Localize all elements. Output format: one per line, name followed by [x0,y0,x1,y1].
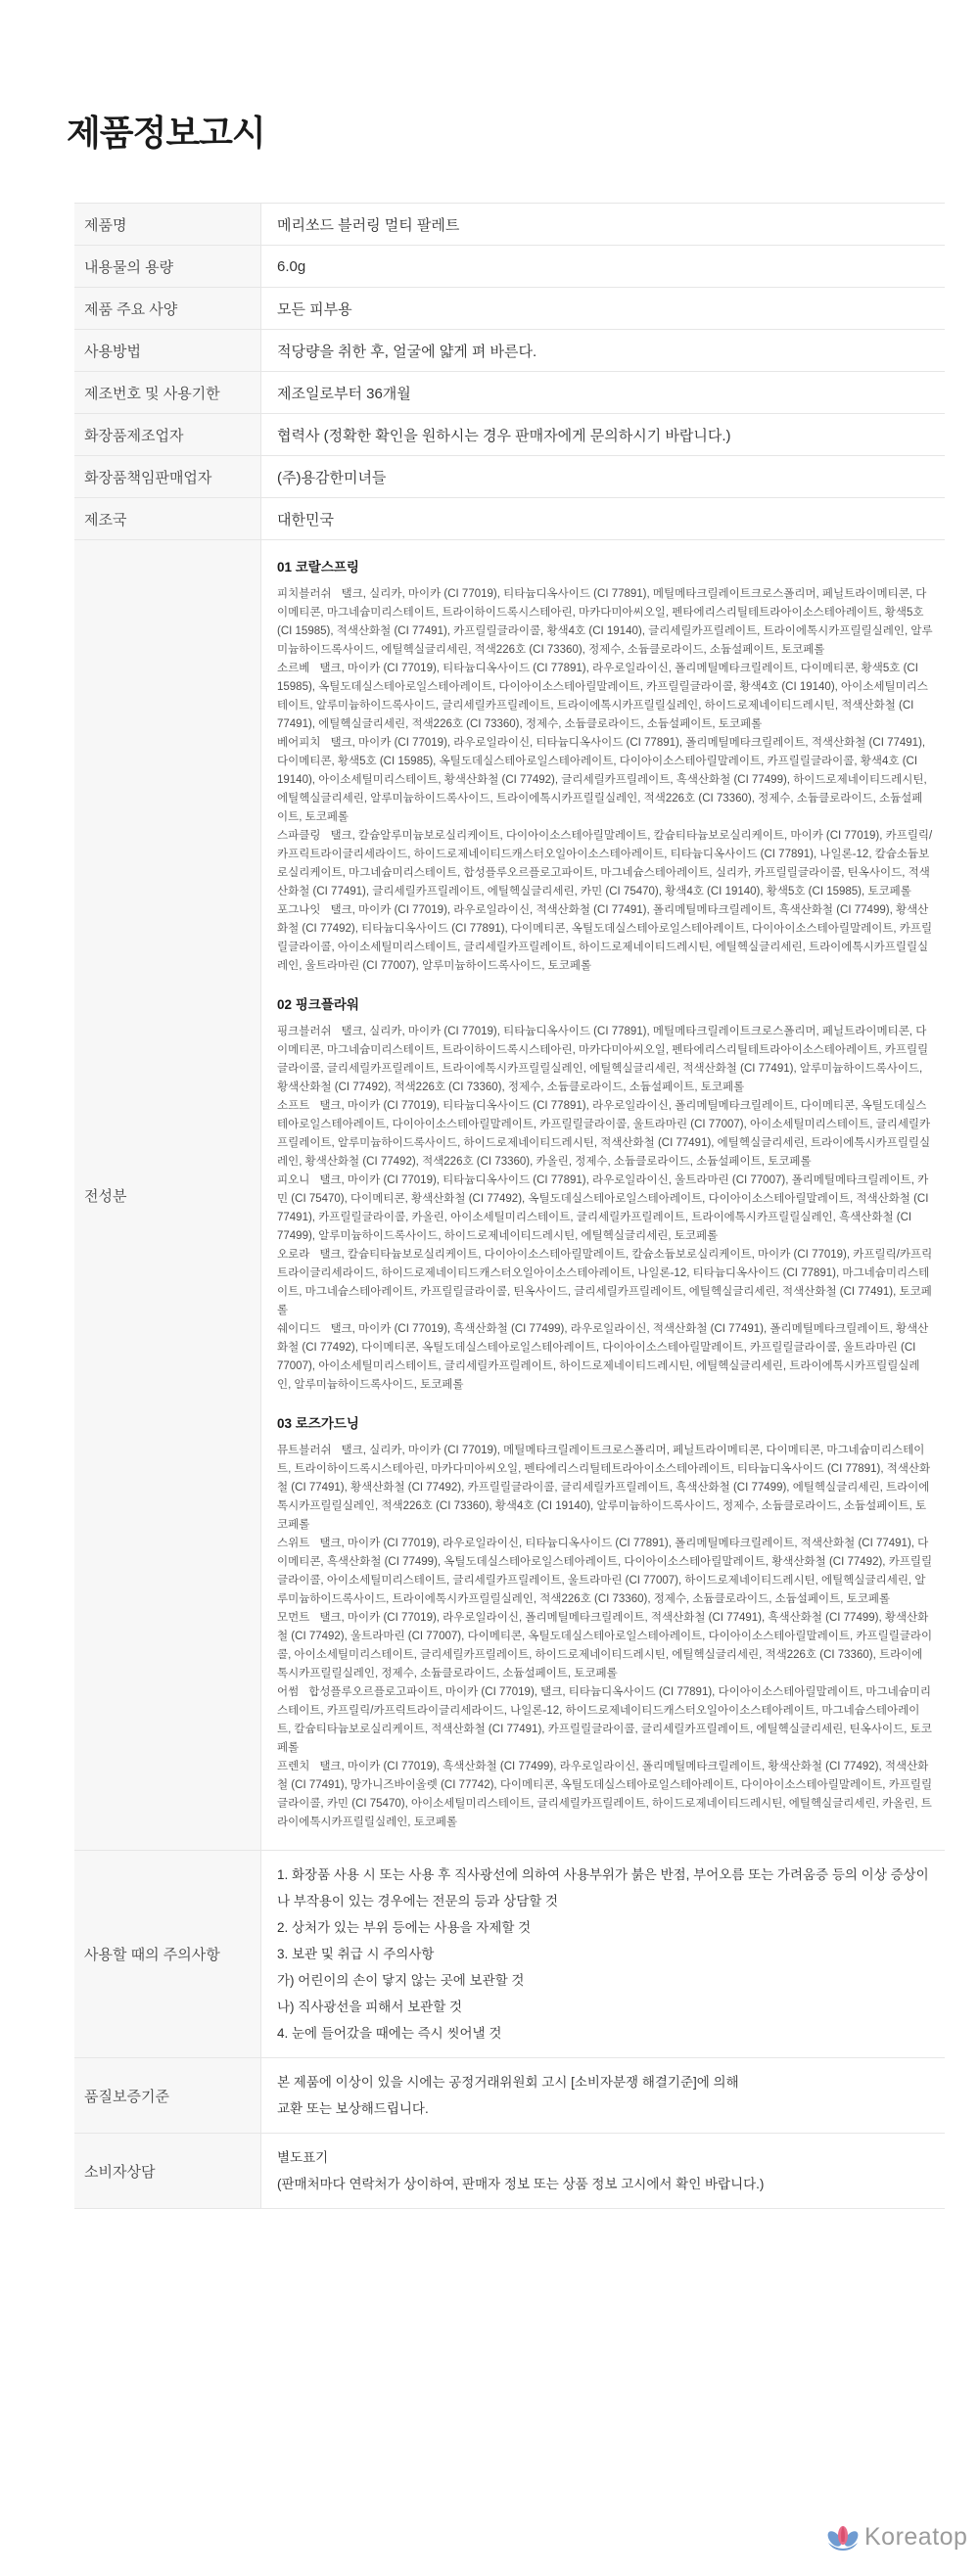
shade-name: 피오니 [277,1174,310,1186]
shade-ingredient-list: 탤크, 마이카 (CI 77019), 티타늄디옥사이드 (CI 77891), 라우로일라이신, 폴리메틸메타크릴레이트, 다이메티콘, 옥틸도데실스테아로일스테아레이트, 다이아이소스테아릴말레이트, 카프릴릴글라이콜, 울트라마린 (CI 77007), 아이소세틸미리스테이트, 글리세릴카프릴레이트, 알루미늄하이드록사이드, 하이드로제네이티드레시틴, 적색산화철 (CI 77491), 에틸헥실글리세린, 트라이에톡시카프릴릴실레인, 황색산화철 (CI 77492), 적색226호 (CI 73360), 카올린, 정제수, 소듐클로라이드, 소듐설페이트, 토코페롤 [277,1100,931,1168]
shade-name: 모먼트 [277,1612,310,1624]
row-label: 제조번호 및 사용기한 [74,372,261,413]
table-row-distributor [74,456,945,498]
shade-name: 핑크블러쉬 [277,1026,332,1037]
shade-ingredient-list: 탤크, 마이카 (CI 77019), 흑색산화철 (CI 77499), 라우로일라이신, 적색산화철 (CI 77491), 폴리메틸메타크릴레이트, 황색산화철 (CI 77492), 다이메티콘, 옥틸도데실스테아로일스테아레이트, 다이아이소스테아릴말레이트, 카프릴릴글라이콜, 울트라마린 (CI 77007), 아이소세틸미리스테이트, 글리세릴카프릴레이트, 하이드로제네이티드레시틴, 에틸헥실글리세린, 트라이에톡시카프릴릴실레인, 알루미늄하이드록사이드, 토코페롤 [277,1323,929,1391]
shade-name: 쉐이디드 [277,1323,321,1335]
shade-ingredient-list: 탤크, 실리카, 마이카 (CI 77019), 티타늄디옥사이드 (CI 77891), 메틸메타크릴레이트크로스폴리머, 페닐트라이메티콘, 다이메티콘, 마그네슘미리스테이트, 트라이하이드록시스테아린, 마카다미아씨오일, 펜타에리스리틸테트라아이소스테아레이트, 황색5호 (CI 15985), 적색산화철 (CI 77491), 카프릴릴글라이콜, 황색4호 (CI 19140), 글리세릴카프릴레이트, 트라이에톡시카프릴릴실레인, 알루미늄하이드록사이드, 에틸헥실글리세린, 적색226호 (CI 73360), 정제수, 소듐클로라이드, 소듐설페이트, 토코페롤 [277,588,933,656]
table-row-consumer-contact [74,2134,945,2209]
table-row-volume [74,246,945,288]
shade-name: 스위트 [277,1538,310,1549]
table-row-expiry [74,372,945,414]
shade-paragraph [277,1683,933,1758]
row-label: 전성분 [74,540,261,1850]
brand-name: Koreatop [864,2522,968,2551]
shade-section-heading: 01 코랄스프링 [277,560,359,575]
warranty-line: 교환 또는 보상해드립니다. [277,2101,429,2116]
table-row-warranty [74,2058,945,2134]
row-value: (주)용감한미녀들 [277,469,387,486]
shade-name: 소프트 [277,1100,310,1112]
shade-ingredient-list: 탤크, 마이카 (CI 77019), 티타늄디옥사이드 (CI 77891), 라우로일라이신, 폴리메틸메타크릴레이트, 다이메티콘, 황색5호 (CI 15985), 옥틸도데실스테아로일스테아레이트, 다이아이소스테아릴말레이트, 카프릴릴글라이콜, 황색4호 (CI 19140), 아이소세틸미리스테이트, 알루미늄하이드록사이드, 글리세릴카프릴레이트, 트라이에톡시카프릴릴실레인, 하이드로제네이티드레시틴, 적색산화철 (CI 77491), 에틸헥실글리세린, 적색226호 (CI 73360), 정제수, 소듐클로라이드, 소듐설페이트, 토코페롤 [277,663,928,730]
shade-name: 스파클링 [277,830,321,842]
shade-ingredient-list: 탤크, 실리카, 마이카 (CI 77019), 메틸메타크릴레이트크로스폴리머, 페닐트라이메티콘, 다이메티콘, 마그네슘미리스테이트, 트라이하이드록시스테아린, 마카다미아씨오일, 펜타에리스리틸테트라아이소스테아레이트, 티타늄디옥사이드 (CI 77891), 적색산화철 (CI 77491), 황색산화철 (CI 77492), 카프릴릴글라이콜, 글리세릴카프릴레이트, 흑색산화철 (CI 77499), 에틸헥실글리세린, 트라이에톡시카프릴릴실레인, 적색226호 (CI 73360), 황색4호 (CI 19140), 알루미늄하이드록사이드, 정제수, 소듐클로라이드, 소듐설페이트, 토코페롤 [277,1445,931,1531]
row-label: 품질보증기준 [74,2058,261,2133]
ingredients-content [261,540,945,1850]
row-label: 제품 주요 사양 [74,288,261,329]
row-label: 화장품책임판매업자 [74,456,261,497]
shade-name: 포그나잇 [277,904,321,916]
shade-section-coral-spring [277,556,933,976]
shade-name: 피치블러쉬 [277,588,332,600]
shade-ingredient-list: 탤크, 칼슘티타늄보로실리케이트, 다이아이소스테아릴말레이트, 칼슘소듐보로실리케이트, 마이카 (CI 77019), 카프릴릭/카프릭트라이글리세라이드, 하이드로제네이티드캐스터오일아이소스테아레이트, 나일론-12, 티타늄디옥사이드 (CI 77891), 마그네슘미리스테이트, 마그네슘스테아레이트, 카프릴릴글라이콜, 틴옥사이드, 글리세릴카프릴레이트, 에틸헥실글리세린, 적색산화철 (CI 77491), 토코페롤 [277,1249,933,1316]
row-label: 내용물의 용량 [74,246,261,287]
warranty-line: 본 제품에 이상이 있을 시에는 공정거래위원회 고시 [소비자분쟁 해결기준]에 의해 [277,2075,739,2090]
shade-name: 뮤트블러쉬 [277,1445,332,1456]
shade-paragraph [277,1172,933,1246]
row-value: 메리쏘드 블러링 멀티 팔레트 [277,216,460,234]
shade-ingredient-list: 탤크, 마이카 (CI 77019), 라우로일라이신, 티타늄디옥사이드 (CI 77891), 폴리메틸메타크릴레이트, 적색산화철 (CI 77491), 다이메티콘, 황색5호 (CI 15985), 옥틸도데실스테아로일스테아레이트, 다이아이소스테아릴말레이트, 카프릴릴글라이콜, 황색4호 (CI 19140), 아이소세틸미리스테이트, 황색산화철 (CI 77492), 글리세릴카프릴레이트, 흑색산화철 (CI 77499), 하이드로제네이티드레시틴, 에틸헥실글리세린, 알루미늄하이드록사이드, 트라이에톡시카프릴릴실레인, 적색226호 (CI 73360), 정제수, 소듐클로라이드, 소듐설페이트, 토코페롤 [277,737,927,823]
row-label: 사용할 때의 주의사항 [74,1851,261,2057]
shade-paragraph [277,585,933,660]
shade-paragraph [277,1246,933,1320]
shade-section-heading: 02 핑크플라워 [277,997,359,1012]
shade-name: 소르베 [277,663,310,674]
caution-line: 4. 눈에 들어갔을 때에는 즉시 씻어낼 것 [277,2026,502,2041]
shade-ingredient-list: 합성플루오르플로고파이트, 마이카 (CI 77019), 탤크, 티타늄디옥사이드 (CI 77891), 다이아이소스테아릴말레이트, 마그네슘미리스테이트, 카프릴릭/카프릭트라이글리세라이드, 나일론-12, 하이드로제네이티드캐스터오일아이소스테아레이트, 마그네슘스테아레이트, 칼슘티타늄보로실리케이트, 적색산화철 (CI 77491), 카프릴릴글라이콜, 글리세릴카프릴레이트, 에틸헥실글리세린, 틴옥사이드, 토코페롤 [277,1686,932,1754]
caution-line: 1. 화장품 사용 시 또는 사용 후 직사광선에 의하여 사용부위가 붉은 반점, 부어오름 또는 가려움증 등의 이상 증상이나 부작용이 있는 경우에는 전문의 등과 상담할 것 [277,1867,929,1909]
shade-paragraph [277,1442,933,1535]
shade-ingredient-list: 탤크, 마이카 (CI 77019), 라우로일라이신, 적색산화철 (CI 77491), 폴리메틸메타크릴레이트, 흑색산화철 (CI 77499), 황색산화철 (CI 77492), 티타늄디옥사이드 (CI 77891), 다이메티콘, 옥틸도데실스테아로일스테아레이트, 다이아이소스테아릴말레이트, 카프릴릴글라이콜, 아이소세틸미리스테이트, 글리세릴카프릴레이트, 하이드로제네이티드레시틴, 에틸헥실글리세린, 트라이에톡시카프릴릴실레인, 울트라마린 (CI 77007), 알루미늄하이드록사이드, 토코페롤 [277,904,933,972]
shade-section-heading: 03 로즈가드닝 [277,1416,359,1431]
table-row-usage [74,330,945,372]
shade-name: 어썸 [277,1686,300,1698]
shade-section-rose-gardening [277,1412,933,1832]
row-label: 제품명 [74,204,261,245]
lotus-icon [825,2522,861,2552]
shade-paragraph [277,1320,933,1395]
row-value: 적당량을 취한 후, 얼굴에 얇게 펴 바른다. [277,343,537,360]
row-value: 모든 피부용 [277,300,352,318]
shade-ingredient-list: 탤크, 마이카 (CI 77019), 라우로일라이신, 티타늄디옥사이드 (CI 77891), 폴리메틸메타크릴레이트, 적색산화철 (CI 77491), 다이메티콘, 흑색산화철 (CI 77499), 옥틸도데실스테아로일스테아레이트, 다이아이소스테아릴말레이트, 황색산화철 (CI 77492), 카프릴릴글라이콜, 아이소세틸미리스테이트, 글리세릴카프릴레이트, 울트라마린 (CI 77007), 하이드로제네이티드레시틴, 에틸헥실글리세린, 알루미늄하이드록사이드, 트라이에톡시카프릴릴실레인, 적색226호 (CI 73360), 정제수, 소듐클로라이드, 소듐설페이트, 토코페롤 [277,1538,933,1605]
table-row-cautions [74,1851,945,2058]
warranty-content [261,2058,945,2133]
shade-name: 베어피치 [277,737,321,749]
table-row-manufacturer [74,414,945,456]
caution-line: 나) 직사광선을 피해서 보관할 것 [277,2000,463,2014]
shade-paragraph [277,1609,933,1683]
shade-ingredient-list: 탤크, 실리카, 마이카 (CI 77019), 티타늄디옥사이드 (CI 77891), 메틸메타크릴레이트크로스폴리머, 페닐트라이메티콘, 다이메티콘, 마그네슘미리스테이트, 트라이하이드록시스테아린, 마카다미아씨오일, 펜타에리스리틸테트라아이소스테아레이트, 카프릴릴글라이콜, 글리세릴카프릴레이트, 트라이에톡시카프릴릴실레인, 에틸헥실글리세린, 적색산화철 (CI 77491), 알루미늄하이드록사이드, 황색산화철 (CI 77492), 적색226호 (CI 73360), 정제수, 소듐클로라이드, 소듐설페이트, 토코페롤 [277,1026,929,1093]
table-row-product-name [74,204,945,246]
row-label: 소비자상담 [74,2134,261,2208]
row-label: 제조국 [74,498,261,539]
shade-paragraph [277,1097,933,1172]
product-info-table [74,203,945,2209]
shade-ingredient-list: 탤크, 마이카 (CI 77019), 라우로일라이신, 폴리메틸메타크릴레이트, 적색산화철 (CI 77491), 흑색산화철 (CI 77499), 황색산화철 (CI 77492), 울트라마린 (CI 77007), 다이메티콘, 옥틸도데실스테아로일스테아레이트, 다이아이소스테아릴말레이트, 카프릴릴글라이콜, 아이소세틸미리스테이트, 글리세릴카프릴레이트, 하이드로제네이티드레시틴, 에틸헥실글리세린, 적색226호 (CI 73360), 트라이에톡시카프릴릴실레인, 정제수, 소듐클로라이드, 소듐설페이트, 토코페롤 [277,1612,933,1679]
row-value: 제조일로부터 36개월 [277,385,411,402]
shade-paragraph [277,901,933,976]
shade-paragraph [277,1023,933,1097]
row-value: 협력사 (정확한 확인을 원하시는 경우 판매자에게 문의하시기 바랍니다.) [277,427,731,444]
consumer-content [261,2134,945,2208]
row-value: 대한민국 [277,511,334,529]
shade-name: 오로라 [277,1249,310,1261]
table-row-spec [74,288,945,330]
shade-paragraph [277,1535,933,1609]
caution-line: 3. 보관 및 취급 시 주의사항 [277,1947,435,1961]
table-row-country [74,498,945,540]
shade-ingredient-list: 탤크, 마이카 (CI 77019), 티타늄디옥사이드 (CI 77891), 라우로일라이신, 울트라마린 (CI 77007), 폴리메틸메타크릴레이트, 카민 (CI 75470), 다이메티콘, 황색산화철 (CI 77492), 옥틸도데실스테아로일스테아레이트, 다이아이소스테아릴말레이트, 적색산화철 (CI 77491), 카프릴릴글라이콜, 카올린, 아이소세틸미리스테이트, 글리세릴카프릴레이트, 트라이에톡시카프릴릴실레인, 흑색산화철 (CI 77499), 알루미늄하이드록사이드, 하이드로제네이티드레시틴, 에틸헥실글리세린, 토코페롤 [277,1174,929,1242]
consumer-line: (판매처마다 연락처가 상이하여, 판매자 정보 또는 상품 정보 고시에서 확인 바랍니다.) [277,2177,765,2191]
row-label: 화장품제조업자 [74,414,261,455]
consumer-line: 별도표기 [277,2150,329,2165]
shade-paragraph [277,734,933,827]
shade-paragraph [277,827,933,901]
row-label: 사용방법 [74,330,261,371]
shade-ingredient-list: 탤크, 마이카 (CI 77019), 흑색산화철 (CI 77499), 라우로일라이신, 폴리메틸메타크릴레이트, 황색산화철 (CI 77492), 적색산화철 (CI 77491), 망가니즈바이올렛 (CI 77742), 다이메티콘, 옥틸도데실스테아로일스테아레이트, 다이아이소스테아릴말레이트, 카프릴릴글라이콜, 카민 (CI 75470), 아이소세틸미리스테이트, 글리세릴카프릴레이트, 하이드로제네이티드레시틴, 에틸헥실글리세린, 카올린, 트라이에톡시카프릴릴실레인, 토코페롤 [277,1761,933,1828]
caution-line: 2. 상처가 있는 부위 등에는 사용을 자제할 것 [277,1920,532,1935]
shade-ingredient-list: 탤크, 칼슘알루미늄보로실리케이트, 다이아이소스테아릴말레이트, 칼슘티타늄보로실리케이트, 마이카 (CI 77019), 카프릴릭/카프릭트라이글리세라이드, 하이드로제네이티드캐스터오일아이소스테아레이트, 티타늄디옥사이드 (CI 77891), 나일론-12, 칼슘소듐보로실리케이트, 마그네슘미리스테이트, 합성플루오르플로고파이트, 마그네슘스테아레이트, 실리카, 카프릴릴글라이콜, 틴옥사이드, 적색산화철 (CI 77491), 글리세릴카프릴레이트, 에틸헥실글리세린, 카민 (CI 75470), 황색4호 (CI 19140), 황색5호 (CI 15985), 토코페롤 [277,830,933,897]
row-value: 6.0g [277,257,306,275]
shade-section-pink-flower [277,993,933,1395]
cautions-content [261,1851,945,2057]
shade-paragraph [277,1758,933,1832]
shade-paragraph [277,660,933,734]
page-title: 제품정보고시 [67,113,265,153]
table-row-ingredients [74,540,945,1851]
shade-name: 프렌치 [277,1761,310,1772]
koreatop-logo[interactable] [825,2522,967,2552]
caution-line: 가) 어린이의 손이 닿지 않는 곳에 보관할 것 [277,1973,525,1988]
